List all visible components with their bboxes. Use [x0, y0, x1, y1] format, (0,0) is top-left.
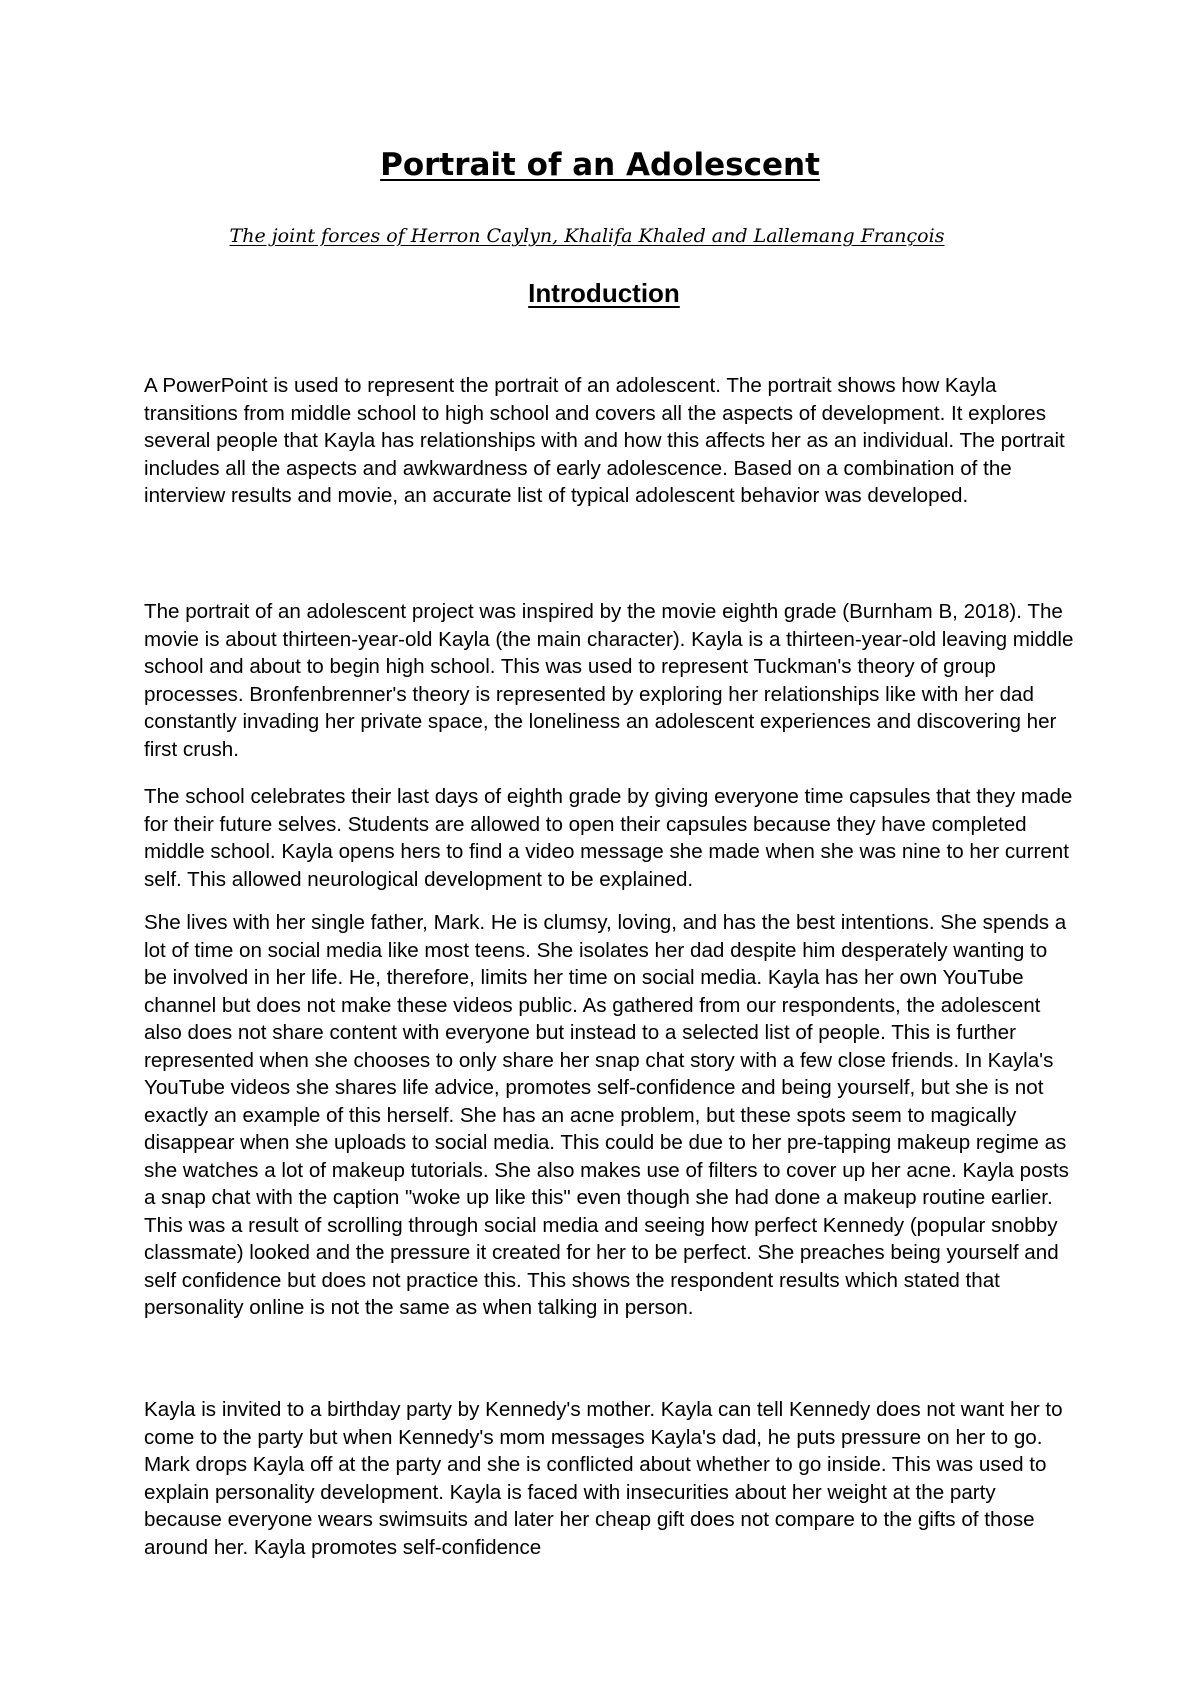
- paragraph: The portrait of an adolescent project was inspired by the movie eighth grade (Burnham B, 2018). The movie is about thirteen-year-old Kayla (the main character). Kayla is a thirteen-year-old leaving middle school and about to begin high school. This was used to represent Tuckman's theory of group processes. Bronfenbrenner's theory is represented by exploring her relationships like with her dad constantly invading her private space, the loneliness an adolescent experiences and discovering her first crush.: [144, 600, 1074, 761]
- paragraph: A PowerPoint is used to represent the portrait of an adolescent. The portrait shows how Kayla transitions from middle school to high school and covers all the aspects of development. It explores several people that Kayla has relationships with and how this affects her as an individual. The portrait includes all the aspects and awkwardness of early adolescence. Based on a combination of the interview results and movie, an accurate list of typical adolescent behavior was developed.: [144, 374, 1065, 507]
- paragraph: The school celebrates their last days of eighth grade by giving everyone time capsules that they made for their future selves. Students are allowed to open their capsules because they have completed middle school. Kayla opens hers to find a video message she made when she was nine to her current self. This allowed neurological development to be explained.: [144, 785, 1073, 891]
- paragraph: She lives with her single father, Mark. He is clumsy, loving, and has the best intentions. She spends a lot of time on social media like most teens. She isolates her dad despite him desperately wanting to be involved in her life. He, therefore, limits her time on social media. Kayla has her own YouTube channel but does not make these videos public. As gathered from our respondents, the adolescent also does not share content with everyone but instead to a selected list of people. This is further represented when she chooses to only share her snap chat story with a few close friends. In Kayla's YouTube videos she shares life advice, promotes self-confidence and being yourself, but she is not exactly an example of this herself. She has an acne problem, but these spots seem to magically disappear when she uploads to social media. This could be due to her pre-tapping makeup regime as she watches a lot of makeup tutorials. She also makes use of filters to cover up her acne. Kayla posts a snap chat with the caption "woke up like this" even though she had done a makeup routine earlier. This was a result of scrolling through social media and seeing how perfect Kennedy (popular snobby classmate) looked and the pressure it created for her to be perfect. She preaches being yourself and self confidence but does not practice this. This shows the respondent results which stated that personality online is not the same as when talking in person.: [144, 911, 1069, 1319]
- document-title: Portrait of an Adolescent: [380, 147, 820, 183]
- authors-line: The joint forces of Herron Caylyn, Khalifa Khaled and Lallemang François: [229, 225, 945, 247]
- paragraph: Kayla is invited to a birthday party by Kennedy's mother. Kayla can tell Kennedy does not want her to come to the party but when Kennedy's mom messages Kayla's dad, he puts pressure on her to go. Mark drops Kayla off at the party and she is conflicted about whether to go inside. This was used to explain personality development. Kayla is faced with insecurities about her weight at the party because everyone wears swimsuits and later her cheap gift does not compare to the gifts of those around her. Kayla promotes self-confidence: [144, 1398, 1063, 1559]
- section-heading-introduction: Introduction: [528, 278, 680, 308]
